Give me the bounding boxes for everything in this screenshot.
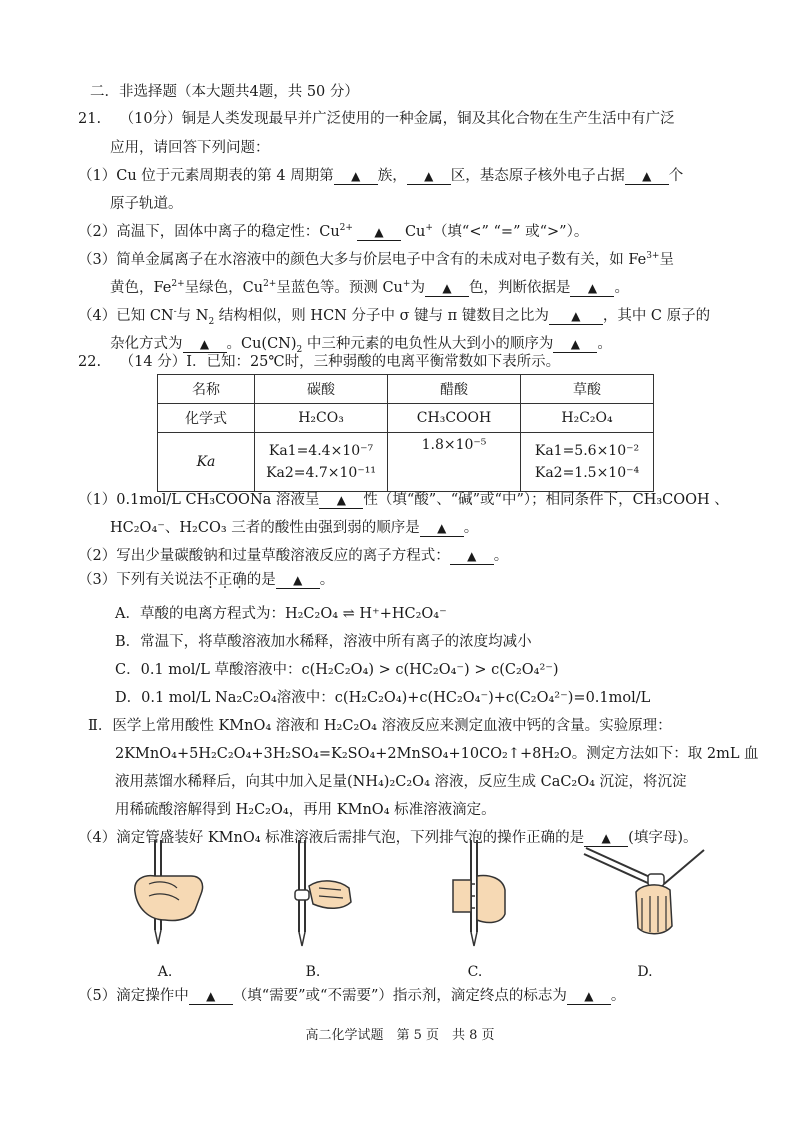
figure-b — [258, 840, 368, 980]
section-heading: 二．非选择题（本大题共4题，共 50 分） — [90, 84, 359, 100]
answer-blank[interactable]: ▲ — [450, 548, 494, 565]
answer-blank[interactable]: ▲ — [625, 168, 669, 185]
table-cell: CH₃COOH — [388, 404, 521, 433]
answer-blank[interactable]: ▲ — [420, 520, 464, 537]
q22-part1-line2: HC₂O₄⁻、H₂CO₃ 三者的酸性由强到弱的顺序是 ▲ 。 — [110, 520, 479, 536]
q21-intro-line2: 应用，请回答下列问题： — [110, 140, 270, 156]
q21-number: 21. — [78, 111, 102, 127]
ionization-constant-table — [157, 374, 654, 492]
answer-blank[interactable]: ▲ — [570, 280, 614, 297]
q21-part4-line1: （4）已知 CN-与 $N_2$ 结构相似，则 HCN 分子中 σ 键与 π 键数目之比为 ▲ ，其中 C 原子的 — [78, 307, 711, 327]
q21-intro-line1: 21. （10分）铜是人类发现最早并广泛使用的一种金属，铜及其化合物在生产生活中有广泛 — [78, 111, 675, 127]
q22-part1-line1: （1）0.1mol/L CH₃COONa 溶液呈 ▲ 性（填“酸”、“碱”或“中”）；相同条件下，CH₃COOH 、 — [78, 492, 729, 508]
q22-part3: （3）下列有关说法不正确的是 ▲ 。 — [78, 572, 335, 588]
table-cell: 1.8×10⁻⁵ — [388, 433, 521, 492]
table-row-label: Ka — [158, 433, 255, 492]
answer-blank[interactable]: ▲ — [549, 308, 603, 325]
q21-part2: （2）高温下，固体中离子的稳定性：$Cu^{2+}$ ▲ Cu+（填“<” “=” 或“>”）。 — [78, 223, 589, 240]
q21-part1-cont: 原子轨道。 — [110, 196, 183, 212]
table-cell: H₂CO₃ — [255, 404, 388, 433]
part2-line2: 2KMnO₄+5H₂C₂O₄+3H₂SO₄=K₂SO₄+2MnSO₄+10CO₂↑+8H₂O。测定方法如下：取 2mL 血 — [115, 746, 759, 762]
q21-part1: （1）Cu 位于元素周期表的第 4 周期第 ▲ 族， ▲ 区，基态原子核外电子占据 ▲ 个 — [78, 168, 684, 184]
part2-line4: 用稀硫酸溶解得到 H₂C₂O₄，再用 KMnO₄ 标准溶液滴定。 — [115, 802, 496, 818]
table-cell: Ka1=5.6×10⁻² Ka2=1.5×10⁻⁴ — [521, 433, 654, 492]
option-a: A．草酸的电离方程式为：H₂C₂O₄ ⇌ H⁺+HC₂O₄⁻ — [115, 606, 447, 622]
answer-blank[interactable]: ▲ — [183, 336, 227, 353]
q21-part3-line1: （3）简单金属离子在水溶液中的颜色大多与价层电子中含有的未成对电子数有关，如 $Fe^{3+}$呈 — [78, 251, 674, 268]
figure-label: B. — [305, 964, 321, 980]
table-header: 醋酸 — [388, 375, 521, 404]
q21-part4-line2: 杂化方式为 ▲ 。$Cu(CN)_2$ 中三种元素的电负性从大到小的顺序为 ▲ 。 — [110, 336, 612, 355]
part2-line3: 液用蒸馏水稀释后，向其中加入足量(NH₄)₂C₂O₄ 溶液，反应生成 CaC₂O₄ 沉淀，将沉淀 — [115, 774, 687, 790]
option-c: C．0.1 mol/L 草酸溶液中：c(H₂C₂O₄) > c(HC₂O₄⁻) > c(C₂O₄²⁻) — [115, 662, 559, 678]
q22-intro: 22. （14 分）Ⅰ．已知：25℃时，三种弱酸的电离平衡常数如下表所示。 — [78, 354, 561, 370]
option-d: D．0.1 mol/L Na₂C₂O₄溶液中：c(H₂C₂O₄)+c(HC₂O₄⁻)+c(C₂O₄²⁻)=0.1mol/L — [115, 690, 651, 706]
figure-d — [580, 840, 710, 980]
figure-label: D. — [637, 964, 653, 980]
answer-blank[interactable]: ▲ — [334, 168, 378, 185]
burette-hand-icon — [263, 840, 363, 950]
q22-number: 22. — [78, 354, 102, 370]
answer-blank[interactable]: ▲ — [584, 830, 628, 847]
figure-label: C. — [467, 964, 483, 980]
answer-blank[interactable]: ▲ — [425, 280, 469, 297]
q22-part5: （5）滴定操作中 ▲ （填“需要”或“不需要”）指示剂，滴定终点的标志为 ▲ 。 — [78, 988, 626, 1004]
table-cell: Ka1=4.4×10⁻⁷ Ka2=4.7×10⁻¹¹ — [255, 433, 388, 492]
answer-blank[interactable]: ▲ — [189, 988, 233, 1005]
answer-blank[interactable]: ▲ — [276, 572, 320, 589]
table-header: 碳酸 — [255, 375, 388, 404]
figure-c — [420, 840, 530, 980]
burette-hand-icon — [115, 840, 215, 950]
page-footer: 高二化学试题 第 5 页 共 8 页 — [305, 1028, 495, 1043]
figure-label: A. — [157, 964, 173, 980]
part2-line1: Ⅱ．医学上常用酸性 KMnO₄ 溶液和 H₂C₂O₄ 溶液反应来测定血液中钙的含量。实验原理： — [88, 718, 672, 734]
option-b: B．常温下，将草酸溶液加水稀释，溶液中所有离子的浓度均减小 — [115, 634, 532, 650]
table-header: 草酸 — [521, 375, 654, 404]
answer-blank[interactable]: ▲ — [357, 224, 401, 241]
burette-hand-icon — [580, 840, 710, 950]
table-cell: H₂C₂O₄ — [521, 404, 654, 433]
answer-blank[interactable]: ▲ — [553, 336, 597, 353]
table-row-label: 化学式 — [158, 404, 255, 433]
q21-part3-line2: 黄色，$Fe^{2+}$呈绿色，$Cu^{2+}$呈蓝色等。预测 Cu+为 ▲ 色，判断依据是 ▲ 。 — [110, 279, 629, 296]
answer-blank[interactable]: ▲ — [407, 168, 451, 185]
burette-hand-icon — [425, 840, 525, 950]
table-header: 名称 — [158, 375, 255, 404]
q22-part4: （4）滴定管盛装好 KMnO₄ 标准溶液后需排气泡，下列排气泡的操作正确的是 ▲ (填字母)。 — [78, 830, 698, 846]
answer-blank[interactable]: ▲ — [319, 492, 363, 509]
q22-part2: （2）写出少量碳酸钠和过量草酸溶液反应的离子方程式： ▲ 。 — [78, 548, 509, 564]
answer-blank[interactable]: ▲ — [567, 988, 611, 1005]
burette-figures — [110, 840, 710, 980]
figure-a — [110, 840, 220, 980]
